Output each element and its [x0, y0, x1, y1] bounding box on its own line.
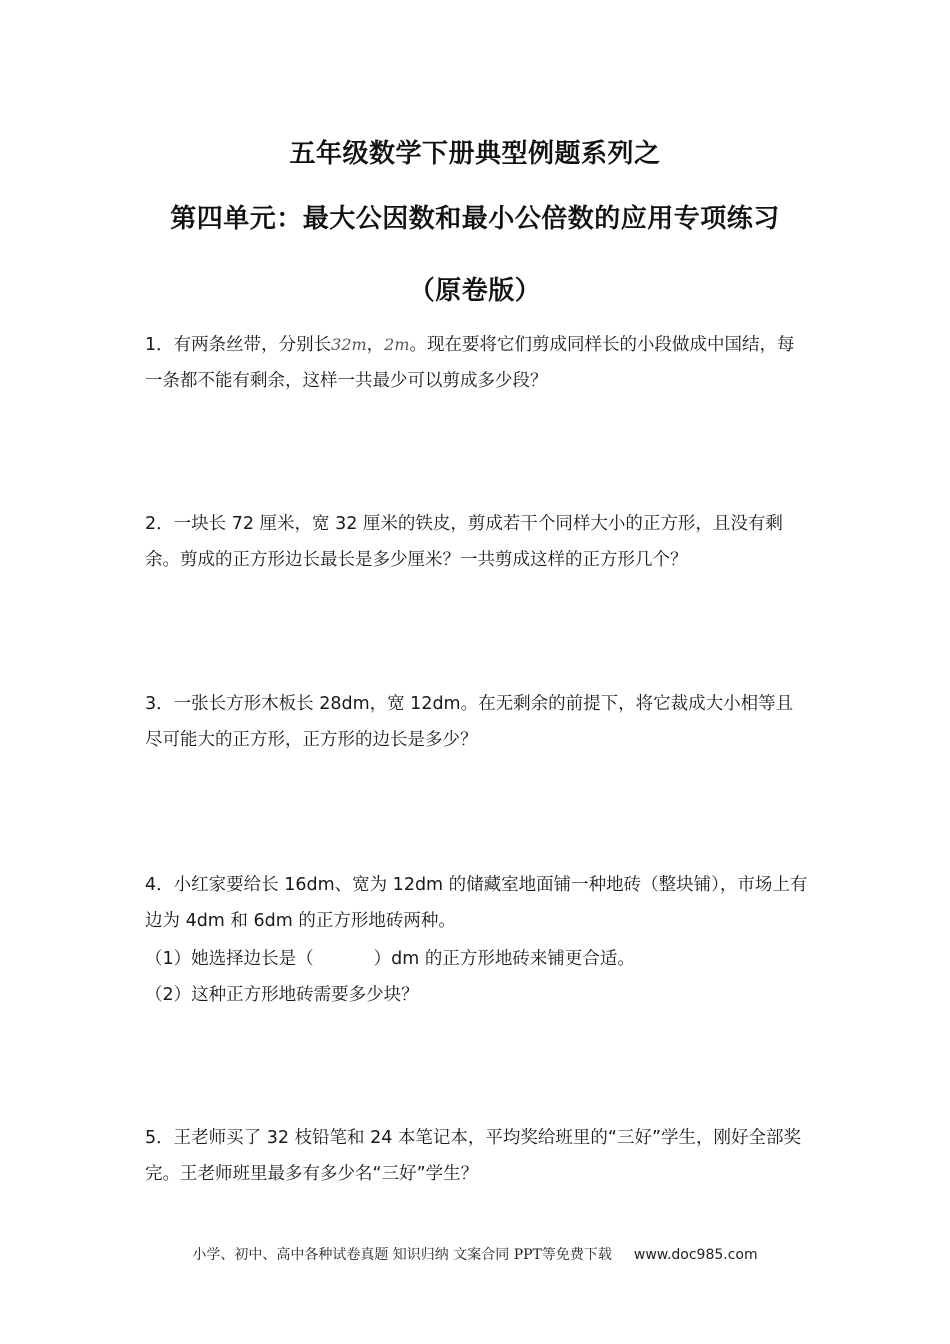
question-1-separator: ，: [366, 335, 385, 355]
question-1-text-b: 。现在要将它们剪成同样长的小段做成中国结，每一条都不能有剩余，这样一共最少可以剪成多少段？: [145, 335, 795, 391]
question-4: 4．小红家要给长 16dm、宽为 12dm 的储藏室地面铺一种地砖（整块铺），市场上有边为 4dm 和 6dm 的正方形地砖两种。: [145, 875, 808, 931]
footer-url[interactable]: www.doc985.com: [633, 1247, 758, 1263]
question-4-sub-1-text-a: （1）她选择边长是（: [145, 949, 314, 969]
title-version: （原卷版）: [408, 276, 542, 306]
question-3: 3．一张长方形木板长 28dm，宽 12dm。在无剩余的前提下，将它裁成大小相等且尽可能大的正方形，正方形的边长是多少？: [145, 694, 794, 750]
footer-text: 小学、初中、高中各种试卷真题 知识归纳 文案合同 PPT等免费下载: [192, 1247, 612, 1263]
question-1: [145, 327, 810, 399]
question-4-sub-2: （2）这种正方形地砖需要多少块？: [145, 985, 419, 1005]
title-series: 五年级数学下册典型例题系列之: [289, 139, 661, 169]
question-2: 2．一块长 72 厘米，宽 32 厘米的铁皮，剪成若干个同样大小的正方形，且没有剩余。剪成的正方形边长最长是多少厘米？一共剪成这样的正方形几个？: [145, 514, 783, 570]
question-1-length-2: 2m: [384, 335, 410, 354]
title-unit: 第四单元：最大公因数和最小公倍数的应用专项练习: [170, 204, 780, 234]
question-5: 5．王老师买了 32 枝铅笔和 24 本笔记本，平均奖给班里的“三好”学生，刚好全部奖完。王老师班里最多有多少名“三好”学生？: [145, 1128, 802, 1184]
footer: [0, 1244, 950, 1264]
question-4-sub-1-text-b: ）dm 的正方形地砖来铺更合适。: [373, 949, 635, 969]
question-4-sub-1: [145, 941, 810, 977]
question-4-subquestions: [145, 941, 810, 1013]
question-1-length-1: 32m: [331, 335, 367, 354]
question-1-text-a: 1．有两条丝带，分别长: [145, 335, 332, 355]
